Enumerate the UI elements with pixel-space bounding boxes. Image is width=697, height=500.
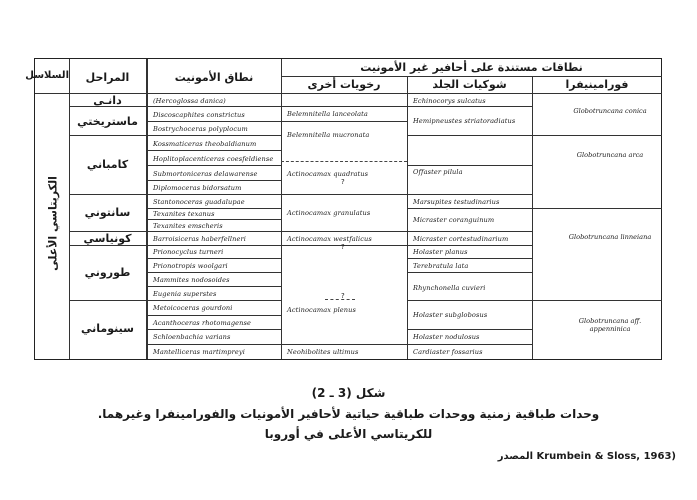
echinoderm-zone: Echinocorys sulcatus [413, 97, 486, 105]
foram-divider [532, 135, 662, 136]
echinoderm-divider [407, 245, 532, 246]
echinoderm-zone: Micraster coranguinum [413, 216, 495, 224]
caption-line-1: وحدات طباقية زمنية ووحدات طباقية حياتية لأحافير الأمونيات والفورامينفرا وغيرهما. [97, 407, 600, 421]
mollusca-zone: Neohibolites ultimus [287, 348, 359, 356]
ammonite-zone: Mantelliceras martimpreyi [153, 348, 245, 356]
mollusca-zone: Belemnitella lanceolata [287, 110, 368, 118]
foram-zone: Globotruncana conica [573, 107, 647, 115]
zone-divider [147, 329, 281, 330]
ammonite-zone: Metoicoceras gourdoni [153, 304, 233, 312]
ammonite-zone: Kossmaticeras theobaldianum [153, 140, 257, 148]
echinoderm-zone: Hemipneustes striatoradiatus [413, 117, 516, 125]
ammonite-zone: Submortoniceras delawarense [153, 170, 258, 178]
stage-boundary [69, 135, 281, 136]
ammonite-zone: (Hercoglossa danica) [153, 97, 226, 105]
header-other-mollusca: رخويات أخرى [307, 78, 381, 91]
echinoderm-zone: Rhynchonella cuvieri [413, 284, 486, 292]
header-stages: المراحل [85, 71, 130, 84]
mollusca-divider [281, 231, 407, 232]
header-ammonite-zone: نطاق الأمونيت [174, 71, 254, 84]
ammonite-zone: Barroisiceras haberfellneri [153, 235, 246, 243]
header-echinoderms: شوكيات الجلد [432, 78, 507, 91]
stage-turonian: طوروني [84, 266, 131, 279]
echinoderm-zone: Offaster pilula [413, 168, 463, 176]
echinoderm-divider [407, 344, 532, 345]
zonation-table [25, 58, 662, 360]
header-series: السلاسل [25, 70, 69, 81]
zone-divider [147, 315, 281, 316]
mollusca-divider [281, 344, 407, 345]
figure-title: شكل (3 ـ 2) [311, 386, 386, 400]
echinoderm-divider [407, 106, 532, 107]
ammonite-zone: Texanites emscheris [153, 222, 223, 230]
stage-danian: دانـي [93, 94, 122, 107]
col-divider [146, 59, 147, 359]
header-non-ammonite: نطاقات مستندة على أحافير غير الأمونيت [360, 61, 583, 74]
col-divider [147, 59, 148, 359]
zone-divider [147, 180, 281, 181]
mollusca-zone: Actinocamax quadratus [287, 170, 369, 178]
ammonite-zone: Prionotropis woolgari [153, 262, 228, 270]
echinoderm-divider [407, 272, 532, 273]
ammonite-zone: Schloenbachia varians [153, 333, 231, 341]
stage-campanian: كامباني [86, 158, 129, 171]
mollusca-divider [281, 106, 407, 107]
uncertain-mark: ? [341, 292, 345, 300]
foram-divider [532, 208, 662, 209]
ammonite-zone: Acanthoceras rhotomagense [153, 319, 251, 327]
caption-line-2: للكريتاسي الأعلى في أوروبا [264, 427, 433, 441]
ammonite-zone: Eugenia superstes [153, 290, 217, 298]
ammonite-zone: Mammites nodosoides [153, 276, 230, 284]
stage-maastrichtian: ماستريختي [77, 115, 138, 128]
echinoderm-zone: Holaster nodulosus [413, 333, 480, 341]
mollusca-zone: Belemnitella mucronata [287, 131, 370, 139]
zone-divider [147, 286, 281, 287]
zone-divider [147, 165, 281, 166]
zone-divider [147, 344, 281, 345]
ammonite-zone: Stantonoceras guadalupae [153, 198, 245, 206]
mollusca-divider [281, 121, 407, 122]
col-divider [532, 76, 533, 359]
ammonite-zone: Texanites texanus [153, 210, 215, 218]
zone-divider [147, 272, 281, 273]
echinoderm-divider [407, 231, 532, 232]
col-divider [281, 59, 282, 359]
ammonite-zone: Bostrychoceras polyplocum [153, 125, 248, 133]
echinoderm-divider [407, 300, 532, 301]
echinoderm-divider [407, 208, 532, 209]
echinoderm-zone: Terebratula lata [413, 262, 469, 270]
source-citation: (Krumbein & Sloss, 1963 المصدر [497, 451, 676, 462]
stage-boundary [69, 194, 281, 195]
foram-divider [532, 300, 662, 301]
ammonite-zone: Prionocyclus turneri [153, 248, 224, 256]
stage-boundary [69, 300, 281, 301]
zone-divider [147, 208, 281, 209]
mollusca-zone: Actinocamax plenus [287, 306, 356, 314]
echinoderm-divider [407, 194, 532, 195]
foram-zone: Globotruncana aff. appenninica [578, 317, 642, 333]
zone-divider [147, 219, 281, 220]
ammonite-zone: Diplomoceras bidorsatum [153, 184, 242, 192]
zone-divider [147, 150, 281, 151]
stage-boundary [69, 245, 281, 246]
series-label: الكريتاسي الأعلى [46, 176, 60, 271]
echinoderm-zone: Holaster planus [413, 248, 468, 256]
echinoderm-divider [407, 135, 532, 136]
ammonite-zone: Hoplitoplacenticeras coesfeldiense [153, 155, 274, 163]
stage-santonian: سانتوني [84, 206, 131, 219]
echinoderm-zone: Micraster cortestudinarium [413, 235, 509, 243]
uncertain-mark: ? [341, 243, 345, 251]
echinoderm-divider [407, 329, 532, 330]
foram-zone: Globotruncana linneiana [568, 233, 652, 241]
header-foraminifera: فورامينيفرا [565, 78, 629, 91]
zone-divider [147, 121, 281, 122]
uncertain-mark: ? [341, 178, 345, 186]
foram-zone: Globotruncana arca [576, 151, 644, 159]
echinoderm-divider [407, 258, 532, 259]
header-divider [281, 76, 662, 77]
mollusca-zone: Actinocamax westfalicus [287, 235, 372, 243]
echinoderm-zone: Holaster subglobosus [413, 311, 488, 319]
mollusca-zone: Actinocamax granulatus [287, 209, 371, 217]
echinoderm-zone: Marsupites testudinarius [413, 198, 500, 206]
mollusca-divider [281, 161, 407, 162]
stage-cenomanian: سينوماني [81, 322, 134, 335]
zone-divider [147, 258, 281, 259]
ammonite-zone: Discoscaphites constrictus [153, 111, 245, 119]
echinoderm-divider [407, 165, 532, 166]
stage-coniacian: كونياسي [83, 232, 132, 245]
echinoderm-zone: Cardiaster fossarius [413, 348, 483, 356]
mollusca-divider [281, 194, 407, 195]
col-divider [407, 76, 408, 359]
mollusca-divider [325, 299, 355, 300]
